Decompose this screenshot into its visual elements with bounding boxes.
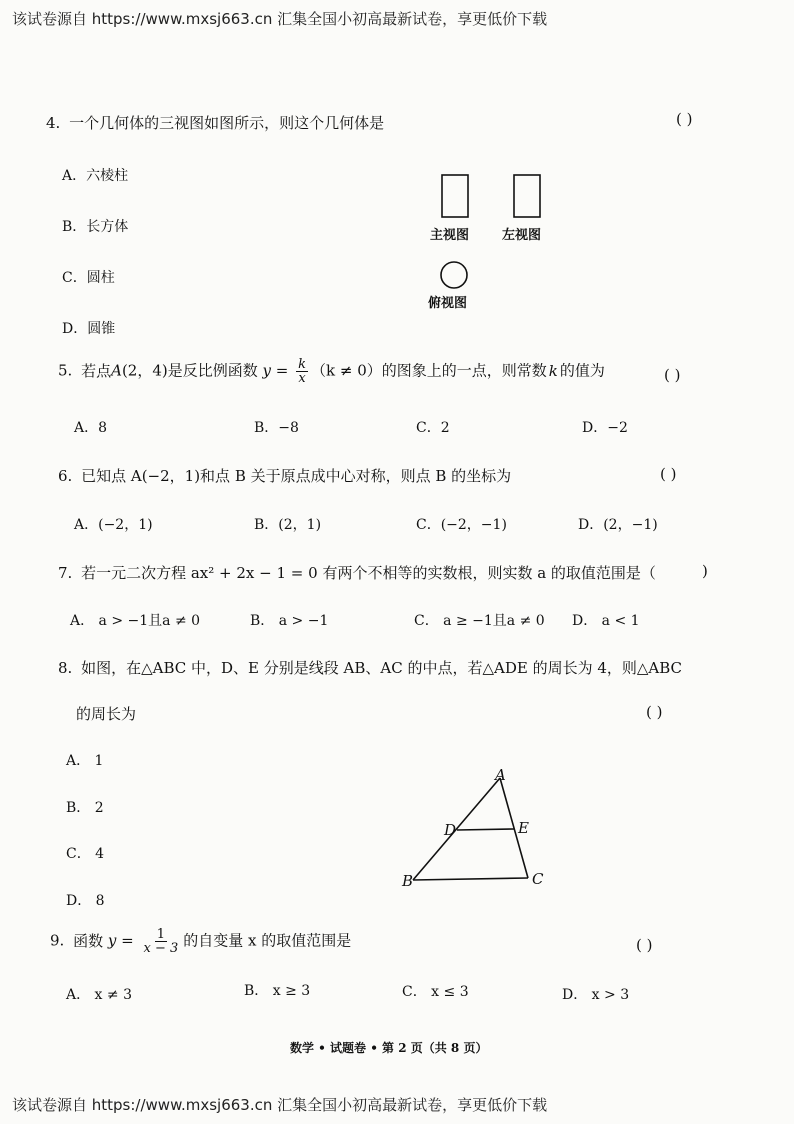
front-view-rectangle [442, 175, 468, 217]
q9-text-post: 的自变量 x 的取值范围是 [183, 931, 352, 950]
q6-number: 6. [58, 467, 73, 485]
q7-option-c: C． a ≥ −1且a ≠ 0 [414, 613, 545, 629]
q7-text: 若一元二次方程 ax² + 2x − 1 = 0 有两个不相等的实数根，则实数 a 的取值范围是（ [81, 564, 656, 582]
q9-text-pre: 函数 [73, 931, 104, 950]
q5-text-mid: 是反比例函数 [167, 361, 258, 380]
q8-option-c: C． 4 [66, 846, 105, 862]
bottom-banner: 该试卷源自 https://www.mxsj663.cn 汇集全国小初高最新试卷，享更低价下载 [12, 1096, 548, 1114]
q4-option-d: D．圆锥 [62, 321, 116, 337]
q9-option-d: D． x > 3 [562, 987, 630, 1003]
q5-point: A [111, 361, 122, 380]
top-view-circle [441, 262, 467, 288]
q4-option-b: B．长方体 [62, 219, 129, 235]
q8-option-a: A． 1 [66, 753, 104, 769]
q6-option-b: B．(2，1) [254, 517, 322, 533]
q4-text: 一个几何体的三视图如图所示，则这个几何体是 [69, 114, 385, 132]
q6-option-d: D．(2，−1) [578, 517, 658, 533]
q8-answer-paren: ( ) [646, 703, 663, 721]
q5-func-lhs: y [262, 361, 272, 380]
q9-option-c: C． x ≤ 3 [402, 984, 469, 1000]
left-view-rectangle [514, 175, 540, 217]
q8-number: 8. [58, 659, 73, 677]
q7-option-b: B． a > −1 [250, 613, 329, 629]
q9-answer-paren: ( ) [636, 936, 653, 954]
segment-de [457, 829, 514, 830]
q5-text-post: 的图象上的一点，则常数 [381, 361, 547, 380]
q5-text-pre: 若点 [81, 361, 112, 380]
q7-stem [58, 562, 656, 583]
q9-eq: = [116, 931, 139, 950]
q9-fraction [141, 928, 180, 955]
q5-frac-den: x [298, 371, 306, 386]
segment-bc [413, 878, 528, 880]
q6-stem [58, 465, 511, 486]
q5-text-end: 的值为 [559, 361, 605, 380]
top-view-label: 俯视图 [428, 296, 468, 311]
q9-stem [50, 928, 351, 955]
vertex-c-label: C [532, 870, 544, 888]
q5-option-c: C．2 [416, 420, 450, 436]
q9-frac-den: x − 3 [143, 941, 179, 956]
q9-lhs: y [107, 931, 117, 950]
vertex-a-label: A [495, 766, 506, 784]
q5-fraction [296, 358, 308, 385]
q7-option-d: D． a < 1 [572, 613, 640, 629]
point-e-label: E [518, 819, 529, 837]
q8-text-line2: 的周长为 [76, 705, 137, 723]
q8-stem [58, 657, 682, 678]
q7-option-a: A． a > −1且a ≠ 0 [70, 613, 201, 629]
q8-text-line1: 如图，在△ABC 中，D、E 分别是线段 AB、AC 的中点，若△ADE 的周长为 4，则△ABC [81, 659, 683, 677]
q5-coords: (2，4) [121, 361, 168, 380]
q9-number: 9. [50, 931, 65, 950]
q5-answer-paren: ( ) [664, 366, 681, 384]
q4-number: 4. [46, 114, 61, 132]
q8-option-b: B． 2 [66, 800, 104, 816]
q8-option-d: D． 8 [66, 893, 105, 909]
left-view-label: 左视图 [502, 228, 542, 243]
q4-option-a: A．六棱柱 [62, 168, 129, 184]
front-view-label: 主视图 [430, 228, 470, 243]
q5-option-d: D．−2 [582, 420, 628, 436]
q6-option-a: A．(−2，1) [74, 517, 153, 533]
q4-answer-paren: ( ) [676, 110, 693, 128]
q5-number: 5. [58, 361, 73, 380]
q5-stem [58, 358, 605, 385]
vertex-b-label: B [402, 872, 414, 890]
q5-option-a: A．8 [74, 420, 108, 436]
point-d-label: D [444, 821, 457, 839]
top-banner: 该试卷源自 https://www.mxsj663.cn 汇集全国小初高最新试卷，享更低价下载 [12, 10, 548, 28]
q4-option-c: C．圆柱 [62, 270, 115, 286]
q5-k: k [548, 361, 558, 380]
q9-frac-num: 1 [156, 927, 165, 942]
q5-frac-num: k [298, 357, 307, 372]
page-footer: 数学 • 试题卷 • 第 2 页（共 8 页） [290, 1041, 488, 1055]
q9-option-b: B． x ≥ 3 [244, 983, 311, 999]
q5-option-b: B．−8 [254, 420, 299, 436]
q6-answer-paren: ( ) [660, 465, 677, 483]
q6-text: 已知点 A(−2，1)和点 B 关于原点成中心对称，则点 B 的坐标为 [81, 467, 512, 485]
q6-option-c: C．(−2，−1) [416, 517, 507, 533]
q9-option-a: A． x ≠ 3 [66, 987, 132, 1003]
q4-stem [46, 112, 384, 133]
q5-condition: （k ≠ 0） [311, 361, 382, 380]
q7-paren-close: ) [702, 562, 708, 580]
q5-eq: = [271, 361, 294, 380]
q7-number: 7. [58, 564, 73, 582]
